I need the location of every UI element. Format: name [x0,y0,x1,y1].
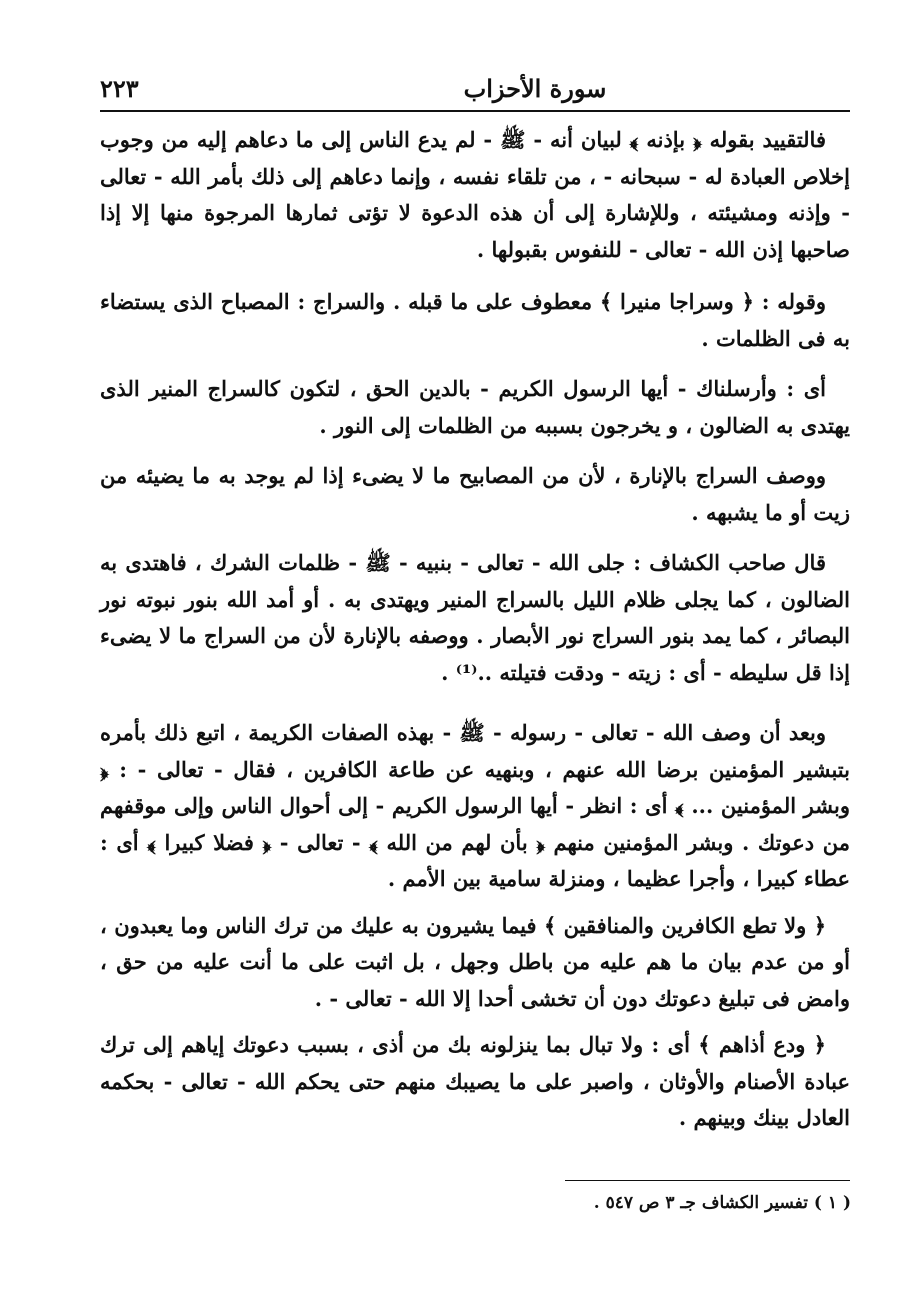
paragraph: ﴿ ولا تطع الكافرين والمنافقين ﴾ فيما يشيرون به عليك من ترك الناس وما يعبدون ، أو من عدم بيان ما هم عليه من باطل وجهل ، بل اثبت على ما أنت عليه من حق ، وامض فى تبليغ دعوتك دون أن تخشى أحدا إلا الله - تعالى - . [100,912,850,1011]
surah-title: سورة الأحزاب [463,74,607,103]
header-divider [100,110,850,112]
paragraph: ﴿ ودع أذاهم ﴾ أى : ولا تبال بما ينزلونه بك من أذى ، بسبب دعوتك إياهم إلى ترك عبادة الأصنام والأوثان ، واصبر على ما يصيبك منهم حتى يحكم الله - تعالى - بحكمه العادل بينك وبينهم . [100,1032,850,1130]
paragraph: ووصف السراج بالإنارة ، لأن من المصابيح ما لا يضىء إذا لم يوجد به ما يضيئه من زيت أو ما يشبهه . [100,463,850,525]
body-text [100,122,850,1153]
page-header [100,70,850,110]
paragraph: قال صاحب الكشاف : جلى الله - تعالى - بنبيه - ﷺ - ظلمات الشرك ، فاهتدى به الضالون ، كما يجلى ظلام الليل بالسراج المنير ويهتدى به . أو أمد الله بنور نبوته نور البصائر ، كما يمد بنور السراج نور الأبصار . ووصفه بالإنارة لأن من السراج ما لا يضىء إذا قل سليطه - أى : زيته - ودقت فتيلته ..⁽¹⁾ . [100,550,850,685]
paragraph: فالتقييد بقوله ﴿ بإذنه ﴾ لبيان أنه - ﷺ - لم يدع الناس إلى ما دعاهم إليه من وجوب إخلاص العبادة له - سبحانه - ، من تلقاء نفسه ، وإنما دعاهم إلى ذلك بأمر الله - تعالى - وإذنه ومشيئته ، وللإشارة إلى أن هذه الدعوة لا تؤتى ثمارها المرجوة منها إلا إذا صاحبها إذن الله - تعالى - للنفوس بقبولها . [100,127,850,262]
page-number: ٢٢٣ [100,74,139,103]
footnote: ( ١ ) تفسير الكشاف جـ ٣ ص ٥٤٧ . [593,1193,851,1213]
paragraph: وبعد أن وصف الله - تعالى - رسوله - ﷺ - بهذه الصفات الكريمة ، اتبع ذلك بأمره بتبشير المؤمنين برضا الله عنهم ، وبنهيه عن طاعة الكافرين ، فقال - تعالى - : ﴿ وبشر المؤمنين ... ﴾ أى : انظر - أيها الرسول الكريم - إلى أحوال الناس وإلى موقفهم من دعوتك . وبشر المؤمنين منهم ﴿ بأن لهم من الله ﴾ - تعالى - ﴿ فضلا كبيرا ﴾ أى : عطاء كبيرا ، وأجرا عظيما ، ومنزلة سامية بين الأمم . [100,720,850,891]
paragraph: وقوله : ﴿ وسراجا منيرا ﴾ معطوف على ما قبله . والسراج : المصباح الذى يستضاء به فى الظلمات . [100,289,850,351]
footnote-divider [565,1180,850,1181]
paragraph: أى : وأرسلناك - أيها الرسول الكريم - بالدين الحق ، لتكون كالسراج المنير الذى يهتدى به الضالون ، و يخرجون بسببه من الظلمات إلى النور . [100,376,850,438]
